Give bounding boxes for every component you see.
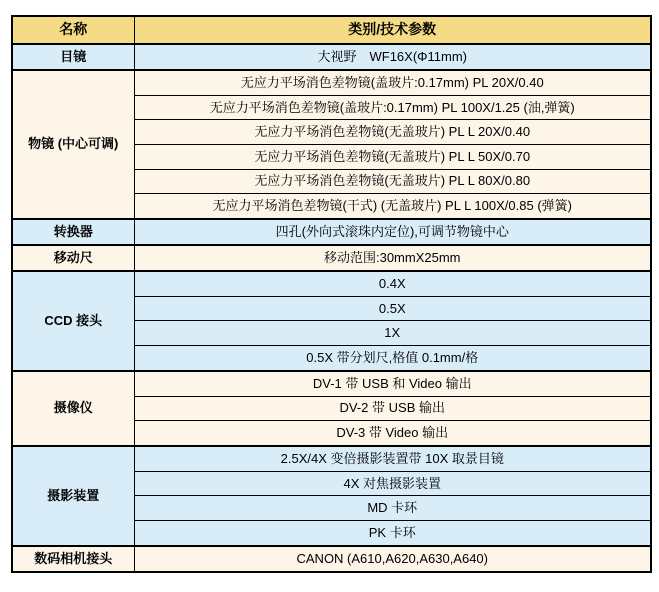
spec-value-cell: 无应力平场消色差物镜(盖玻片:0.17mm) PL 100X/1.25 (油,弹簧) — [134, 95, 651, 120]
spec-value-cell: 无应力平场消色差物镜(盖玻片:0.17mm) PL 20X/0.40 — [134, 70, 651, 95]
spec-value-cell: 1X — [134, 321, 651, 346]
spec-value-cell: 无应力平场消色差物镜(无盖玻片) PL L 80X/0.80 — [134, 169, 651, 194]
spec-row — [12, 219, 651, 245]
spec-row — [12, 70, 651, 95]
row-group-label: 摄像仪 — [12, 371, 134, 446]
spec-value-cell: 4X 对焦摄影装置 — [134, 471, 651, 496]
spec-table-header — [12, 16, 651, 44]
header-params-col: 类别/技术参数 — [134, 16, 651, 44]
spec-value-cell: 无应力平场消色差物镜(无盖玻片) PL L 50X/0.70 — [134, 145, 651, 170]
row-group-label: 数码相机接头 — [12, 546, 134, 572]
spec-row — [12, 44, 651, 70]
spec-value-cell: 四孔(外向式滚珠内定位),可调节物镜中心 — [134, 219, 651, 245]
spec-row — [12, 546, 651, 572]
spec-table-body — [12, 44, 651, 572]
header-name-col: 名称 — [12, 16, 134, 44]
row-group-label: CCD 接头 — [12, 271, 134, 371]
spec-value-cell: DV-2 带 USB 输出 — [134, 396, 651, 421]
spec-value-cell: 无应力平场消色差物镜(干式) (无盖玻片) PL L 100X/0.85 (弹簧) — [134, 194, 651, 219]
spec-value-cell: 移动范围:30mmX25mm — [134, 245, 651, 271]
spec-table — [11, 15, 652, 573]
row-group-label: 移动尺 — [12, 245, 134, 271]
spec-value-cell: PK 卡环 — [134, 521, 651, 546]
header-row — [12, 16, 651, 44]
row-group-label: 摄影装置 — [12, 446, 134, 546]
spec-value-cell: 大视野 WF16X(Φ11mm) — [134, 44, 651, 70]
row-group-label: 目镜 — [12, 44, 134, 70]
spec-row — [12, 245, 651, 271]
spec-value-cell: DV-1 带 USB 和 Video 输出 — [134, 371, 651, 396]
spec-row — [12, 271, 651, 296]
spec-value-cell: CANON (A610,A620,A630,A640) — [134, 546, 651, 572]
spec-value-cell: DV-3 带 Video 输出 — [134, 421, 651, 446]
row-group-label: 物镜 (中心可调) — [12, 70, 134, 219]
spec-value-cell: 无应力平场消色差物镜(无盖玻片) PL L 20X/0.40 — [134, 120, 651, 145]
spec-value-cell: MD 卡环 — [134, 496, 651, 521]
row-group-label: 转换器 — [12, 219, 134, 245]
spec-row — [12, 446, 651, 471]
spec-value-cell: 0.5X — [134, 296, 651, 321]
spec-row — [12, 371, 651, 396]
spec-value-cell: 0.5X 带分划尺,格值 0.1mm/格 — [134, 346, 651, 371]
spec-value-cell: 0.4X — [134, 271, 651, 296]
spec-value-cell: 2.5X/4X 变倍摄影装置带 10X 取景目镜 — [134, 446, 651, 471]
